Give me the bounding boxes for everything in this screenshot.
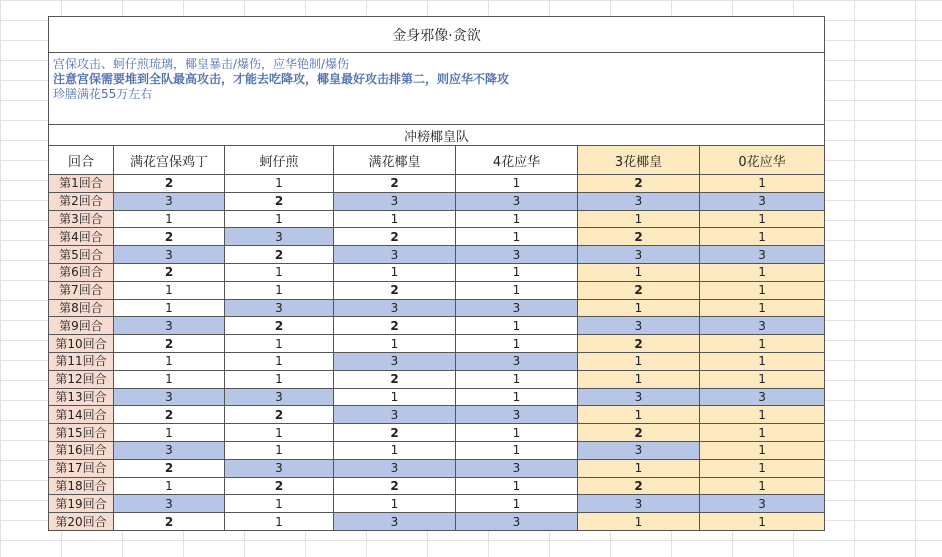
skill-cell[interactable]: 2 bbox=[578, 175, 700, 193]
skill-cell[interactable]: 2 bbox=[225, 406, 334, 424]
skill-cell[interactable]: 1 bbox=[334, 210, 456, 228]
header-coconut-3[interactable]: 3花椰皇 bbox=[578, 146, 700, 175]
note-line-3: 珍膳满花55万左右 bbox=[53, 87, 153, 101]
skill-cell[interactable]: 2 bbox=[114, 459, 225, 477]
round-label[interactable]: 第9回合 bbox=[49, 317, 114, 335]
skill-cell[interactable]: 1 bbox=[700, 281, 825, 299]
skill-cell[interactable]: 2 bbox=[114, 513, 225, 531]
round-label[interactable]: 第4回合 bbox=[49, 228, 114, 246]
skill-cell[interactable]: 1 bbox=[578, 352, 700, 370]
round-row bbox=[49, 388, 825, 406]
skill-cell[interactable]: 1 bbox=[225, 335, 334, 353]
skill-cell[interactable]: 1 bbox=[456, 317, 578, 335]
skill-cell[interactable]: 1 bbox=[114, 210, 225, 228]
skill-cell[interactable]: 3 bbox=[334, 406, 456, 424]
skill-cell[interactable]: 1 bbox=[225, 424, 334, 442]
header-yinghua-0[interactable]: 0花应华 bbox=[700, 146, 825, 175]
skill-cell[interactable]: 3 bbox=[225, 299, 334, 317]
skill-cell[interactable]: 1 bbox=[700, 210, 825, 228]
skill-cell[interactable]: 3 bbox=[700, 246, 825, 264]
round-row bbox=[49, 246, 825, 264]
skill-cell[interactable]: 2 bbox=[334, 370, 456, 388]
skill-cell[interactable]: 3 bbox=[334, 299, 456, 317]
skill-cell[interactable]: 3 bbox=[700, 495, 825, 513]
skill-cell[interactable]: 2 bbox=[225, 317, 334, 335]
skill-cell[interactable]: 1 bbox=[334, 263, 456, 281]
skill-cell[interactable]: 1 bbox=[456, 210, 578, 228]
skill-cell[interactable]: 1 bbox=[456, 477, 578, 495]
skill-cell[interactable]: 1 bbox=[578, 513, 700, 531]
note-line-1: 宫保攻击、蚵仔煎琉璃，椰皇暴击/爆伤，应华铯制/爆伤 bbox=[53, 57, 350, 71]
round-row bbox=[49, 441, 825, 459]
skill-cell[interactable]: 2 bbox=[225, 477, 334, 495]
skill-cell[interactable]: 3 bbox=[456, 513, 578, 531]
skill-cell[interactable]: 1 bbox=[700, 228, 825, 246]
round-label[interactable]: 第15回合 bbox=[49, 424, 114, 442]
skill-cell[interactable]: 1 bbox=[114, 281, 225, 299]
skill-cell[interactable]: 3 bbox=[225, 388, 334, 406]
round-row bbox=[49, 477, 825, 495]
round-row bbox=[49, 335, 825, 353]
skill-cell[interactable]: 3 bbox=[334, 192, 456, 210]
skill-cell[interactable]: 3 bbox=[456, 406, 578, 424]
skill-cell[interactable]: 2 bbox=[334, 228, 456, 246]
skill-cell[interactable]: 1 bbox=[456, 370, 578, 388]
header-coconut-full[interactable]: 满花椰皇 bbox=[334, 146, 456, 175]
skill-cell[interactable]: 3 bbox=[578, 317, 700, 335]
skill-cell[interactable]: 1 bbox=[700, 424, 825, 442]
round-row bbox=[49, 513, 825, 531]
skill-cell[interactable]: 1 bbox=[114, 352, 225, 370]
skill-cell[interactable]: 1 bbox=[700, 299, 825, 317]
skill-cell[interactable]: 3 bbox=[456, 352, 578, 370]
header-oyster-omelette[interactable]: 蚵仔煎 bbox=[225, 146, 334, 175]
skill-cell[interactable]: 2 bbox=[578, 281, 700, 299]
team-label[interactable]: 冲榜椰皇队 bbox=[49, 125, 825, 146]
skill-cell[interactable]: 2 bbox=[578, 477, 700, 495]
skill-cell[interactable]: 1 bbox=[700, 263, 825, 281]
skill-cell[interactable]: 3 bbox=[114, 317, 225, 335]
skill-cell[interactable]: 3 bbox=[456, 246, 578, 264]
round-row bbox=[49, 406, 825, 424]
skill-cell[interactable]: 3 bbox=[578, 441, 700, 459]
round-row bbox=[49, 281, 825, 299]
skill-cell[interactable]: 1 bbox=[225, 210, 334, 228]
skill-cell[interactable]: 1 bbox=[700, 477, 825, 495]
strategy-notes[interactable] bbox=[49, 53, 825, 125]
round-row bbox=[49, 352, 825, 370]
round-row bbox=[49, 370, 825, 388]
skill-cell[interactable]: 1 bbox=[114, 477, 225, 495]
skill-cell[interactable]: 1 bbox=[334, 335, 456, 353]
skill-cell[interactable]: 2 bbox=[114, 263, 225, 281]
skill-cell[interactable]: 1 bbox=[225, 175, 334, 193]
skill-cell[interactable]: 1 bbox=[456, 335, 578, 353]
skill-cell[interactable]: 3 bbox=[114, 388, 225, 406]
round-row bbox=[49, 459, 825, 477]
skill-cell[interactable]: 1 bbox=[114, 424, 225, 442]
skill-cell[interactable]: 3 bbox=[334, 246, 456, 264]
skill-cell[interactable]: 2 bbox=[114, 228, 225, 246]
skill-cell[interactable]: 2 bbox=[334, 281, 456, 299]
round-label[interactable]: 第17回合 bbox=[49, 459, 114, 477]
header-gongbao[interactable]: 满花宫保鸡丁 bbox=[114, 146, 225, 175]
spreadsheet bbox=[48, 16, 824, 531]
round-row bbox=[49, 228, 825, 246]
skill-cell[interactable]: 1 bbox=[456, 388, 578, 406]
skill-cell[interactable]: 2 bbox=[578, 228, 700, 246]
round-label[interactable]: 第8回合 bbox=[49, 299, 114, 317]
skill-cell[interactable]: 1 bbox=[578, 263, 700, 281]
skill-cell[interactable]: 3 bbox=[456, 299, 578, 317]
skill-cell[interactable]: 3 bbox=[334, 352, 456, 370]
skill-cell[interactable]: 1 bbox=[456, 228, 578, 246]
skill-cell[interactable]: 2 bbox=[225, 192, 334, 210]
round-label[interactable]: 第14回合 bbox=[49, 406, 114, 424]
skill-cell[interactable]: 3 bbox=[578, 246, 700, 264]
round-label[interactable]: 第6回合 bbox=[49, 263, 114, 281]
skill-cell[interactable]: 2 bbox=[114, 175, 225, 193]
skill-cell[interactable]: 2 bbox=[578, 424, 700, 442]
skill-cell[interactable]: 1 bbox=[456, 424, 578, 442]
skill-cell[interactable]: 1 bbox=[578, 210, 700, 228]
skill-cell[interactable]: 1 bbox=[225, 263, 334, 281]
skill-cell[interactable]: 1 bbox=[334, 388, 456, 406]
skill-cell[interactable]: 3 bbox=[578, 192, 700, 210]
skill-cell[interactable]: 3 bbox=[578, 388, 700, 406]
skill-cell[interactable]: 3 bbox=[700, 192, 825, 210]
skill-cell[interactable]: 1 bbox=[114, 370, 225, 388]
skill-cell[interactable]: 1 bbox=[225, 495, 334, 513]
round-row bbox=[49, 175, 825, 193]
skill-cell[interactable]: 2 bbox=[334, 317, 456, 335]
skill-cell[interactable]: 3 bbox=[700, 388, 825, 406]
sheet-title[interactable]: 金身邪像·贪欲 bbox=[49, 17, 825, 53]
round-row bbox=[49, 299, 825, 317]
skill-cell[interactable]: 3 bbox=[114, 441, 225, 459]
round-row bbox=[49, 263, 825, 281]
round-row bbox=[49, 317, 825, 335]
header-yinghua-4[interactable]: 4花应华 bbox=[456, 146, 578, 175]
skill-cell[interactable]: 3 bbox=[578, 495, 700, 513]
skill-cell[interactable]: 1 bbox=[114, 299, 225, 317]
skill-cell[interactable]: 1 bbox=[225, 281, 334, 299]
skill-cell[interactable]: 1 bbox=[578, 299, 700, 317]
skill-cell[interactable]: 3 bbox=[456, 459, 578, 477]
rotation-table bbox=[48, 16, 825, 531]
skill-cell[interactable]: 3 bbox=[114, 246, 225, 264]
skill-cell[interactable]: 1 bbox=[456, 281, 578, 299]
round-label[interactable]: 第20回合 bbox=[49, 513, 114, 531]
skill-cell[interactable]: 3 bbox=[334, 513, 456, 531]
skill-cell[interactable]: 1 bbox=[700, 406, 825, 424]
skill-cell[interactable]: 2 bbox=[334, 175, 456, 193]
skill-cell[interactable]: 1 bbox=[578, 370, 700, 388]
skill-cell[interactable]: 2 bbox=[114, 406, 225, 424]
skill-cell[interactable]: 1 bbox=[700, 513, 825, 531]
skill-cell[interactable]: 1 bbox=[700, 352, 825, 370]
skill-cell[interactable]: 1 bbox=[456, 175, 578, 193]
skill-cell[interactable]: 3 bbox=[334, 459, 456, 477]
skill-cell[interactable]: 2 bbox=[334, 477, 456, 495]
round-label[interactable]: 第13回合 bbox=[49, 388, 114, 406]
skill-cell[interactable]: 1 bbox=[700, 175, 825, 193]
skill-cell[interactable]: 1 bbox=[225, 513, 334, 531]
skill-cell[interactable]: 1 bbox=[225, 370, 334, 388]
skill-cell[interactable]: 1 bbox=[225, 352, 334, 370]
skill-cell[interactable]: 1 bbox=[334, 441, 456, 459]
round-row bbox=[49, 495, 825, 513]
round-label[interactable]: 第19回合 bbox=[49, 495, 114, 513]
note-line-2: 注意宫保需要堆到全队最高攻击，才能去吃降攻，椰皇最好攻击排第二，则应华不降攻 bbox=[53, 72, 510, 86]
skill-cell[interactable]: 1 bbox=[700, 370, 825, 388]
round-row bbox=[49, 424, 825, 442]
round-label[interactable]: 第3回合 bbox=[49, 210, 114, 228]
skill-cell[interactable]: 1 bbox=[700, 459, 825, 477]
skill-cell[interactable]: 2 bbox=[578, 335, 700, 353]
header-row bbox=[49, 146, 825, 175]
round-label[interactable]: 第10回合 bbox=[49, 335, 114, 353]
round-label[interactable]: 第5回合 bbox=[49, 246, 114, 264]
round-label[interactable]: 第7回合 bbox=[49, 281, 114, 299]
skill-cell[interactable]: 1 bbox=[334, 495, 456, 513]
skill-cell[interactable]: 3 bbox=[225, 228, 334, 246]
skill-cell[interactable]: 1 bbox=[456, 263, 578, 281]
skill-cell[interactable]: 2 bbox=[334, 424, 456, 442]
skill-cell[interactable]: 3 bbox=[114, 192, 225, 210]
skill-cell[interactable]: 1 bbox=[456, 441, 578, 459]
skill-cell[interactable]: 3 bbox=[700, 317, 825, 335]
round-row bbox=[49, 210, 825, 228]
round-label[interactable]: 第1回合 bbox=[49, 175, 114, 193]
skill-cell[interactable]: 1 bbox=[456, 495, 578, 513]
round-row bbox=[49, 192, 825, 210]
header-round[interactable]: 回合 bbox=[49, 146, 114, 175]
skill-cell[interactable]: 3 bbox=[456, 192, 578, 210]
round-label[interactable]: 第2回合 bbox=[49, 192, 114, 210]
skill-cell[interactable]: 3 bbox=[225, 459, 334, 477]
skill-cell[interactable]: 1 bbox=[578, 406, 700, 424]
skill-cell[interactable]: 1 bbox=[700, 335, 825, 353]
skill-cell[interactable]: 1 bbox=[225, 441, 334, 459]
round-label[interactable]: 第12回合 bbox=[49, 370, 114, 388]
skill-cell[interactable]: 1 bbox=[700, 441, 825, 459]
skill-cell[interactable]: 1 bbox=[578, 459, 700, 477]
round-label[interactable]: 第11回合 bbox=[49, 352, 114, 370]
round-label[interactable]: 第16回合 bbox=[49, 441, 114, 459]
skill-cell[interactable]: 2 bbox=[114, 335, 225, 353]
skill-cell[interactable]: 3 bbox=[114, 495, 225, 513]
skill-cell[interactable]: 2 bbox=[225, 246, 334, 264]
round-label[interactable]: 第18回合 bbox=[49, 477, 114, 495]
